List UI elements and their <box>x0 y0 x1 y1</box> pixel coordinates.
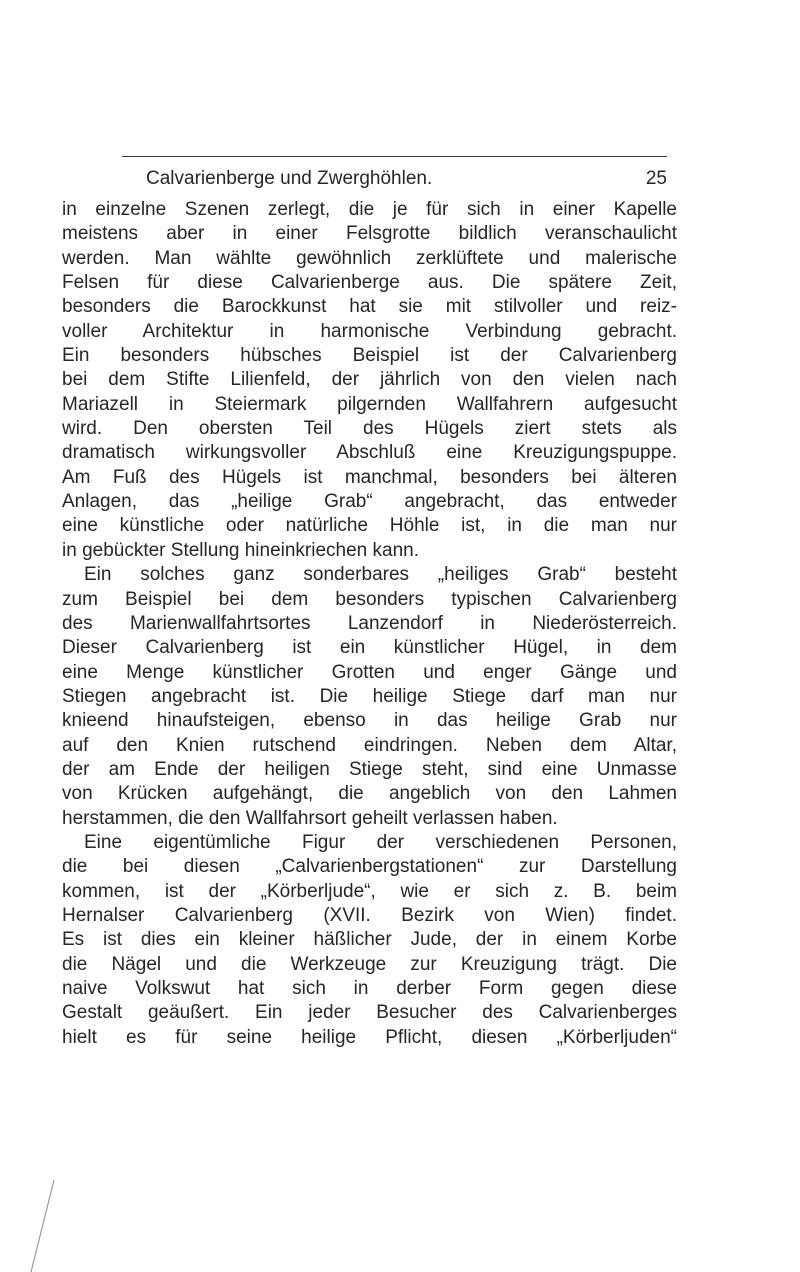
text-line: naive Volkswut hat sich in derber Form gegen diese <box>62 978 677 999</box>
text-line: besonders die Barockkunst hat sie mit stilvoller und reiz- <box>62 296 677 318</box>
text-line: Ein solches ganz sonderbares „heiliges Grab“ besteht <box>84 564 677 586</box>
text-line: die bei diesen „Calvarienbergstationen“ zur Darstellung <box>62 856 677 878</box>
text-line: eine künstliche oder natürliche Höhle ist, in die man nur <box>62 515 677 537</box>
text-line: Eine eigentümliche Figur der verschiedenen Personen, <box>84 831 677 853</box>
body-text <box>62 198 677 1050</box>
scan-artifact-line <box>28 1180 58 1272</box>
text-line: Am Fuß des Hügels ist manchmal, besonders bei älteren <box>62 466 677 488</box>
text-line: in einzelne Szenen zerlegt, die je für sich in einer Kapelle <box>62 199 677 220</box>
text-line: Gestalt geäußert. Ein jeder Besucher des Calvarienberges <box>62 1002 677 1024</box>
text-line: zum Beispiel bei dem besonders typischen Calvarienberg <box>62 588 677 610</box>
text-line: Dieser Calvarienberg ist ein künstlicher Hügel, in dem <box>62 637 677 659</box>
text-line: meistens aber in einer Felsgrotte bildlich veranschaulicht <box>62 223 677 245</box>
text-line: Es ist dies ein kleiner häßlicher Jude, der in einem Korbe <box>62 929 677 951</box>
text-line: herstammen, die den Wallfahrsort geheilt verlassen haben. <box>62 807 558 829</box>
text-line: Anlagen, das „heilige Grab“ angebracht, das entweder <box>62 491 677 513</box>
text-line: in gebückter Stellung hineinkriechen kann. <box>62 539 420 561</box>
running-title: Calvarienberge und Zwerghöhlen. <box>146 168 433 189</box>
text-line: die Nägel und die Werkzeuge zur Kreuzigung trägt. Die <box>62 953 677 975</box>
text-line: dramatisch wirkungsvoller Abschluß eine Kreuzigungspuppe. <box>62 442 677 464</box>
text-line: voller Architektur in harmonische Verbindung gebracht. <box>62 320 677 342</box>
text-line: der am Ende der heiligen Stiege steht, sind eine Unmasse <box>62 758 677 780</box>
text-line: Ein besonders hübsches Beispiel ist der Calvarienberg <box>62 345 677 367</box>
text-line: Hernalser Calvarienberg (XVII. Bezirk von Wien) findet. <box>62 904 677 926</box>
text-line: bei dem Stifte Lilienfeld, der jährlich von den vielen nach <box>62 369 677 391</box>
text-line: Felsen für diese Calvarienberge aus. Die spätere Zeit, <box>62 272 677 294</box>
text-line: knieend hinaufsteigen, ebenso in das heilige Grab nur <box>62 710 677 732</box>
header-rule <box>122 156 667 157</box>
text-line: Stiegen angebracht ist. Die heilige Stiege darf man nur <box>62 685 677 707</box>
running-head <box>122 166 667 192</box>
text-line: eine Menge künstlicher Grotten und enger Gänge und <box>62 661 677 683</box>
text-line: Mariazell in Steiermark pilgernden Wallfahrern aufgesucht <box>62 393 677 415</box>
text-line: auf den Knien rutschend eindringen. Neben dem Altar, <box>62 734 677 756</box>
text-line: hielt es für seine heilige Pflicht, diesen „Körberljuden“ <box>62 1026 677 1048</box>
page-number: 25 <box>645 168 667 189</box>
text-line: kommen, ist der „Körberljude“, wie er sich z. B. beim <box>62 880 677 902</box>
text-line: werden. Man wählte gewöhnlich zerklüftete und malerische <box>62 247 677 269</box>
text-line: von Krücken aufgehängt, die angeblich von den Lahmen <box>62 783 677 805</box>
text-line: wird. Den obersten Teil des Hügels ziert stets als <box>62 418 677 440</box>
text-line: des Marienwallfahrtsortes Lanzendorf in Niederösterreich. <box>62 612 677 634</box>
